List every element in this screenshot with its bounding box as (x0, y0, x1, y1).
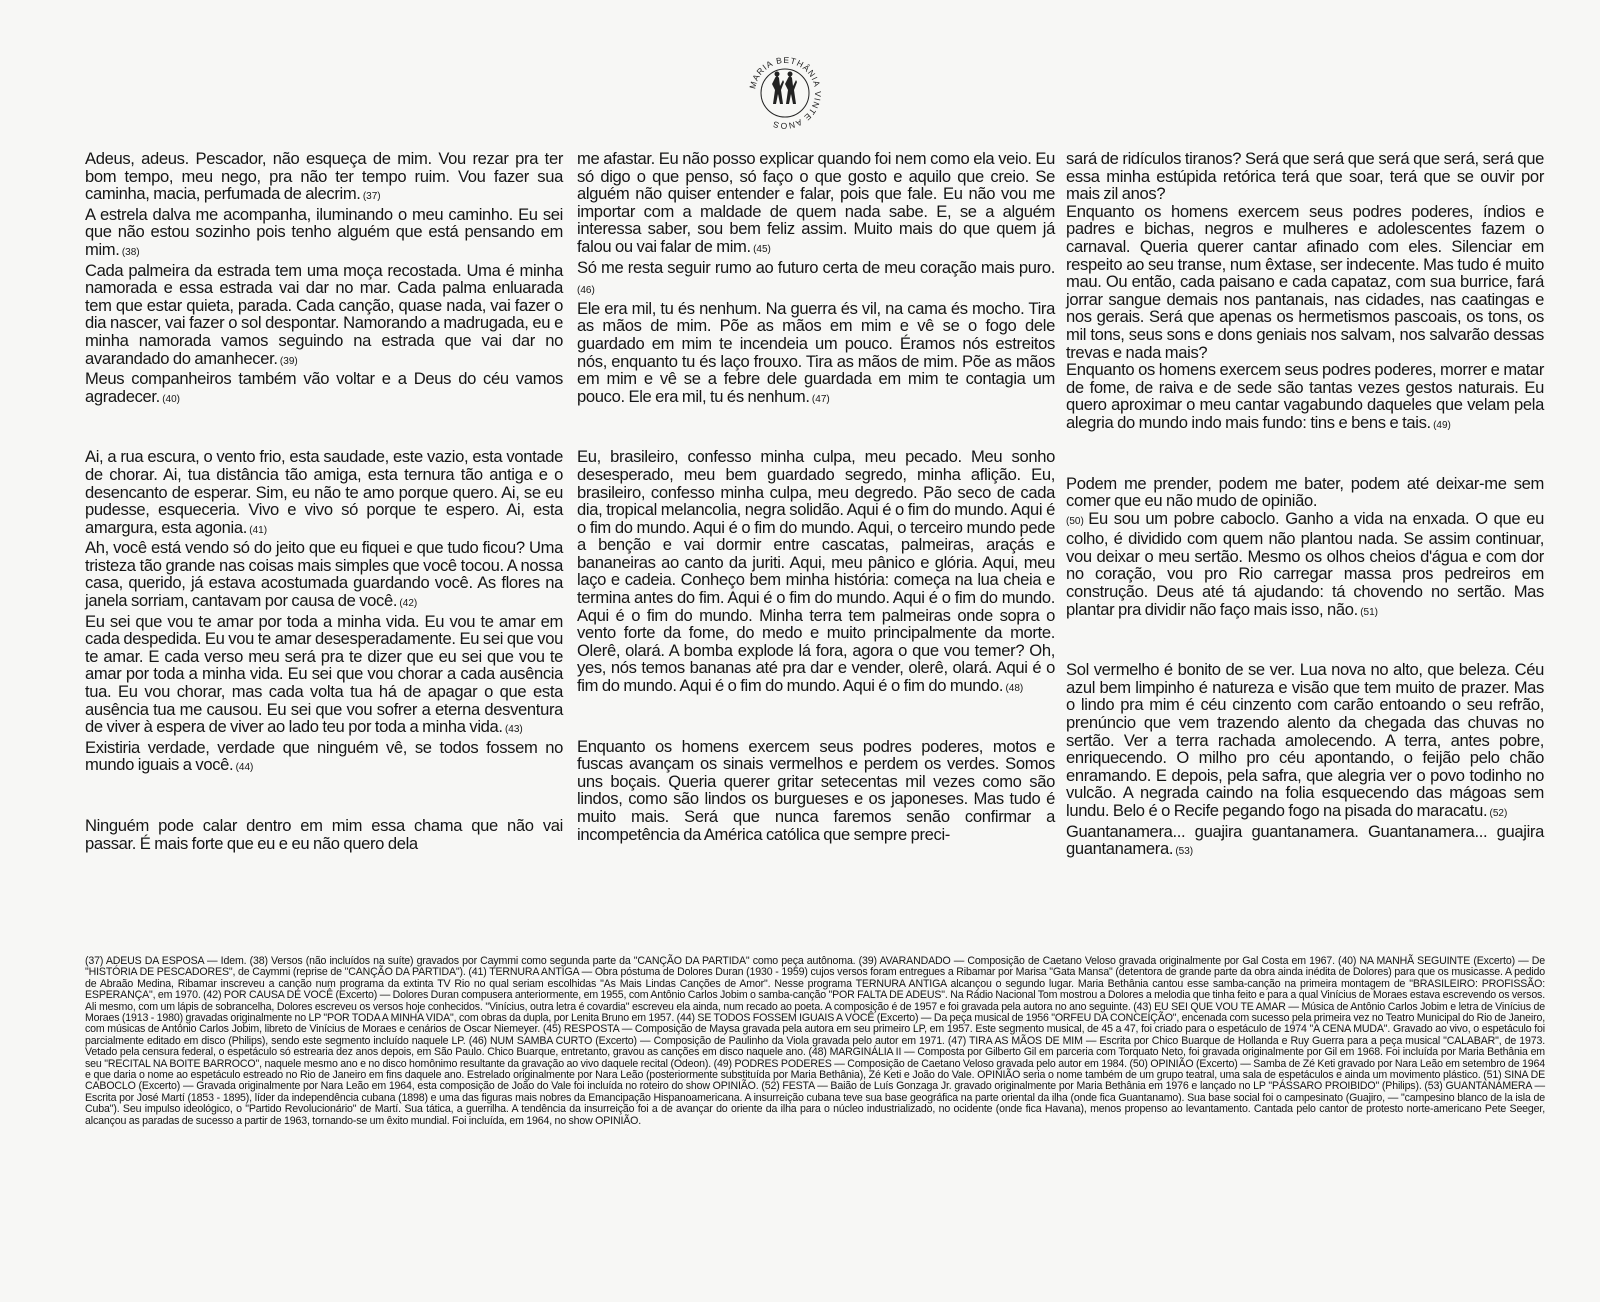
lyric-paragraph (85, 150, 563, 206)
lyric-paragraph (85, 739, 563, 777)
note-ref: (49) (1430, 419, 1451, 431)
lyric-paragraph (1066, 510, 1544, 622)
lyric-paragraph (85, 262, 563, 371)
lyric-paragraph (1066, 361, 1544, 434)
lyric-paragraph (1066, 150, 1544, 203)
note-ref: (53) (1173, 846, 1194, 858)
stanza-gap (1066, 621, 1544, 661)
note-ref: (41) (246, 524, 268, 536)
note-ref: (37) (360, 191, 381, 203)
lyric-text: Enquanto os homens exercem seus podres poderes, índios e padres e bichas, negros e mulheres e adolescentes fazem o carnaval. Queria querer cantar afinado com eles. Silenciar em respeito ao seu transe, num êxtase, ser indecente. Mas tudo é muito mau. Ou então, cada paisano e cada capataz, com sua burrice, fará jorrar sangue demais nos pantanais, nas cidades, nas caatingas e nos gerais. Será que apenas os hermetismos pascoais, os tons, os mil tons, seus sons e dons geniais nos salvam, nos salvarão dessas trevas e nada mais? (1066, 201, 1544, 362)
note-ref: (38) (119, 246, 140, 258)
lyric-text: Sol vermelho é bonito de se ver. Lua nova no alto, que beleza. Céu azul bem limpinho é natureza e visão que tem muito de prazer. Mas o lindo pra mim é céu cinzento com carão entoando o seu refrão, prenúncio que vem trazendo alento da chegada das chuvas no sertão. Ver a terra rachada amolecendo. A terra, antes pobre, enriquecendo. O milho pro céu apontando, o feijão pelo chão enramando. E depois, pela safra, que alegria ver o povo todinho no vulcão. A negrada caindo na folia esquecendo das mágoas sem lundu. Belo é o Recife pegando fogo na pisada do maracatu. (1066, 660, 1544, 820)
lyric-text: Enquanto os homens exercem seus podres poderes, motos e fuscas avançam os sinais vermelhos e perdem os verdes. Somos uns boçais. Queria querer gritar setecentas mil vezes como são lindos, como são lindos os burgueses e os japoneses. Mas tudo é muito mais. Será que nunca faremos senão confirmar a incompetência da América católica que sempre preci- (577, 736, 1055, 844)
lyric-paragraph (85, 613, 563, 739)
note-ref: (52) (1487, 808, 1508, 819)
svg-text:MARIA BETHÂNIA VINTE ANOS: MARIA BETHÂNIA VINTE ANOS (747, 54, 824, 132)
note-ref: (47) (809, 393, 830, 405)
note-ref: (46) (577, 285, 595, 297)
lyric-text: me afastar. Eu não posso explicar quando foi nem como ela veio. Eu só digo o que penso, só faço o que gosto e aquilo que creio. Se alguém não quiser entender e falar, pois que fale. Eu não vou me importar com a maldade de quem nada sabe. E, se a alguém interessa saber, sou bem feliz assim. Muito mais do que quem já falou ou vai falar de mim. (577, 149, 1055, 256)
lyric-paragraph (1066, 475, 1544, 510)
lyric-text: Meus companheiros também vão voltar e a Deus do céu vamos agradecer. (85, 369, 563, 406)
lyric-paragraph (577, 300, 1055, 409)
lyric-text: Só me resta seguir rumo ao futuro certa de meu coração mais puro. (577, 257, 1055, 277)
note-ref: (43) (502, 724, 523, 736)
text-column-1 (85, 150, 563, 852)
lyric-text: Eu, brasileiro, confesso minha culpa, meu pecado. Meu sonho desesperado, meu bem guardado segredo, minha aflição. Eu, brasileiro, confesso minha culpa, meu degredo. Pão seco de cada dia, tropical melancolia, negra solidão. Aqui é o fim do mundo. Aqui é o fim do mundo. Aqui é o fim do mundo. Aqui, o terceiro mundo pede a benção e vai dormir entre cascatas, palmeiras, araçás e bananeiras ao canto da juriti. Aqui, meu pânico e glória. Aqui, meu laço e cadeia. Conheço bem minha história: começa na lua cheia e termina antes do fim. Aqui é o fim do mundo. Aqui é o fim do mundo. Aqui é o fim do mundo. Minha terra tem palmeiras onde sopra o vento forte da fome, do medo e muito principalmente da morte. Olerê, olará. A bomba explode lá fora, agora o que vou temer? Oh, yes, nós temos bananas até pra dar e vender, olerê, olará. Aqui é o fim do mundo. Aqui é o fim do mundo. Aqui é o fim do mundo. (577, 447, 1055, 696)
note-ref: (40) (159, 393, 180, 405)
text-column-3 (1066, 150, 1544, 861)
stanza-gap (577, 698, 1055, 738)
lyric-text: Ai, a rua escura, o vento frio, esta saudade, este vazio, esta vontade de chorar. Ai, tua distância tão amiga, esta ternura tão antiga e o desencanto de esperar. Sim, eu não te amo porque quero. Ai, se eu pudesse, esqueceria. Vivo e vivo só porque te espero. Ai, esta amargura, esta agonia. (85, 447, 563, 537)
lyric-paragraph (577, 738, 1055, 844)
lyric-paragraph (85, 817, 563, 852)
note-ref: (42) (397, 598, 418, 610)
lyric-text: Cada palmeira da estrada tem uma moça recostada. Uma é minha namorada e essa estrada vai dar no mar. Cada palma enluarada tem que estar quieta, parada. Cada canção, quase nada, vai fazer o dia nascer, vai fazer o sol despontar. Namorando a madrugada, eu e minha namorada vamos seguindo na estrada que vai dar no avarandado do amanhecer. (85, 260, 563, 368)
note-ref: (44) (233, 762, 254, 774)
stanza-gap (85, 408, 563, 448)
lyric-text: A estrela dalva me acompanha, iluminando o meu caminho. Eu sei que não estou sozinho pois tenho alguém que está pensando em mim. (85, 204, 563, 259)
note-ref: (48) (1003, 683, 1024, 695)
note-ref: (50) (1066, 515, 1089, 527)
lyric-paragraph (1066, 661, 1544, 822)
lyric-text: Existiria verdade, verdade que ninguém vê, se todos fossem no mundo iguais a você. (85, 737, 563, 775)
lyric-paragraph (85, 370, 563, 408)
lyric-text: sará de ridículos tiranos? Será que será que será que será, será que essa minha estúpida retórica terá que soar, terá que se ouvir por mais zil anos? (1066, 149, 1544, 204)
footnotes: (37) ADEUS DA ESPOSA — Idem. (38) Versos (não incluídos na suíte) gravados por Caymmi como segunda parte da "CANÇÃO DA PARTIDA" como peça autônoma. (39) AVARANDADO — Composição de Caetano Veloso gravada originalmente por Gal Costa em 1967. (40) NA MANHÃ SEGUINTE (Excerto) — De "HISTÓRIA DE PESCADORES", de Caymmi (reprise de "CANÇÃO DA PARTIDA"). (41) TERNURA ANTIGA — Obra póstuma de Dolores Duran (1930 - 1959) cujos versos foram entregues a Ribamar por Marisa "Gata Mansa" (detentora de grande parte da obra ainda inédita de Dolores) para que os musicasse. A pedido de Abraão Medina, Ribamar inscreveu a canção num programa da extinta TV Rio no qual seriam escolhidas "As Mais Lindas Canções de Amor". Nesse programa TERNURA ANTIGA alcançou o segundo lugar. Maria Bethânia cantou esse samba-canção na primeira montagem de "BRASILEIRO: PROFISSÃO: ESPERANÇA", em 1970. (42) POR CAUSA DE VOCÊ (Excerto) — Dolores Duran compusera anteriormente, em 1955, com Antônio Carlos Jobim o samba-canção "POR FALTA DE ADEUS". Na Rádio Nacional Tom mostrou a Dolores a melodia que tinha feito e para a qual Vinícius de Moraes estava escrevendo os versos. Ali mesmo, com um lápis de sobrancelha, Dolores escreveu os versos hoje conhecidos. "Vinícius, outra letra é covardia" escreveu ela ainda, num recado ao poeta. A composição é de 1957 e foi gravada pela autora no ano seguinte. (43) EU SEI QUE VOU TE AMAR — Música de Antônio Carlos Jobim e letra de Vinícius de Moraes (1913 - 1980) gravadas originalmente no LP "POR TODA A MINHA VIDA", com obras da dupla, por Lenita Bruno em 1957. (44) SE TODOS FOSSEM IGUAIS A VOCÊ (Excerto) — Da peça musical de 1956 "ORFEU DA CONCEIÇÃO", encenada com sucesso pela primeira vez no Teatro Municipal do Rio de Janeiro, com músicas de Antônio Carlos Jobim, libreto de Vinícius de Moraes e cenários de Oscar Niemeyer. (45) RESPOSTA — Composição de Maysa gravada pela autora em seu primeiro LP, em 1957. Este segmento musical, de 45 a 47, foi criado para o espetáculo de 1974 "A CENA MUDA". Gravado ao vivo, o espetáculo foi parcialmente editado em disco (Philips), sendo este segmento incluído naquele LP. (46) NUM SAMBA CURTO (Excerto) — Composição de Paulinho da Viola gravada pelo autor em 1971. (47) TIRA AS MÃOS DE MIM — Escrita por Chico Buarque de Hollanda e Ruy Guerra para a peça musical "CALABAR", de 1973. Vetado pela censura federal, o espetáculo só estrearia dez anos depois, em São Paulo. Chico Buarque, entretanto, gravou as canções em disco naquele ano. (48) MARGINÁLIA II — Composta por Gilberto Gil em parceria com Torquato Neto, foi gravada originalmente por Gil em 1968. Foi incluída por Maria Bethânia em seu "RECITAL NA BOITE BARROCO", naquele mesmo ano e no disco homônimo resultante da gravação ao vivo daquele recital (Odeon). (49) PODRES PODERES — Composição de Caetano Veloso gravada pelo autor em 1984. (50) OPINIÃO (Excerto) — Samba de Zé Keti gravado por Nara Leão em setembro de 1964 e que daria o nome ao espetáculo estreado no Rio de Janeiro em fins daquele ano. Estrelado originalmente por Nara Leão (posteriormente substituída por Maria Bethânia), Zé Keti e João do Vale. OPINIÃO seria o nome também de um grupo teatral, uma sala de espetáculos e ainda um movimento plástico. (51) SINA DE CABOCLO (Excerto) — Gravada originalmente por Nara Leão em 1964, esta composição de João do Vale foi incluída no roteiro do show OPINIÃO. (52) FESTA — Baião de Luís Gonzaga Jr. gravado originalmente por Maria Bethânia em 1976 e lançado no LP "PÁSSARO PROIBIDO" (Philips). (53) GUANTANAMERA — Escrita por José Martí (1853 - 1895), líder da independência cubana (1898) e uma das figuras mais nobres da Emancipação Hispanoamericana. A insurreição cubana teve sua base geográfica na parte oriental da ilha (onde fica Guantanamo). Sua base social foi o campesinato (Guajiro, — "campesino blanco de la isla de Cuba"). Seu impulso ideológico, o "Partido Revolucionário" de Martí. Sua tática, a guerrilha. A tendência da insurreição foi a de avançar do oriente da ilha para o núcleo industrializado, no ocidente (onde fica Havana), menos propenso ao levantamento. Cantada pelo cantor de protesto norte-americano Pete Seeger, alcançou as paradas de sucesso a partir de 1963, tornando-se um êxito mundial. Foi incluída, em 1964, no show OPINIÃO. (85, 955, 1545, 1127)
lyric-text: Eu sou um pobre caboclo. Ganho a vida na enxada. O que eu colho, é dividido com quem não plantou nada. Se assim continuar, vou deixar o meu sertão. Mesmo os olhos cheios d'água e com dor no coração, vou pro Rio carregar massa pros pedreiros em construção. Deus até tá ajudando: tá chovendo no sertão. Mas plantar pra dividir não faço mais isso, não. (1066, 508, 1544, 619)
stanza-gap (1066, 435, 1544, 475)
lyric-paragraph (1066, 823, 1544, 861)
seal-logo (742, 50, 828, 136)
stanza-gap (577, 408, 1055, 448)
lyric-text: Enquanto os homens exercem seus podres poderes, morrer e matar de fome, de raiva e de sede são tantas vezes gestos naturais. Eu quero aproximar o meu cantar vagabundo daqueles que velam pela alegria do mundo indo mais fundo: tins e bens e tais. (1066, 360, 1544, 432)
lyric-paragraph (577, 448, 1055, 697)
lyric-paragraph (85, 539, 563, 612)
note-ref: (45) (750, 243, 771, 255)
lyric-text: Ah, você está vendo só do jeito que eu fiquei e que tudo ficou? Uma tristeza tão grande nas coisas mais simples que você tocou. A nossa casa, querido, já estava acostumada guardando você. As flores na janela sorriam, cantavam por causa de você. (85, 538, 563, 611)
lyric-paragraph (85, 448, 563, 539)
lyric-paragraph (577, 150, 1055, 259)
note-ref: (39) (277, 355, 298, 367)
stanza-gap (85, 777, 563, 817)
lyric-text: Guantanamera... guajira guantanamera. Guantanamera... guajira guantanamera. (1066, 821, 1544, 859)
lyric-text: Podem me prender, podem me bater, podem até deixar-me sem comer que eu não mudo de opinião. (1066, 473, 1544, 511)
lyric-paragraph (577, 259, 1055, 300)
lyric-text: Ninguém pode calar dentro em mim essa chama que não vai passar. É mais forte que eu e eu não quero dela (85, 816, 563, 853)
figures-seal-icon (772, 72, 797, 105)
text-column-2 (577, 150, 1055, 843)
lyric-text: Eu sei que vou te amar por toda a minha vida. Eu vou te amar em cada despedida. Eu vou te amar desesperadamente. Eu sei que vou te amar. E cada verso meu será pra te dizer que eu sei que vou te amar por toda a minha vida. Eu sei que vou chorar a cada ausência tua. Eu vou chorar, mas cada volta tua há de apagar o que esta ausência tua me causou. Eu sei que vou sofrer a eterna desventura de viver à espera de viver ao lado teu por toda a minha vida. (85, 611, 563, 737)
lyric-paragraph (85, 206, 563, 262)
lyric-text: Ele era mil, tu és nenhum. Na guerra és vil, na cama és mocho. Tira as mãos de mim. Põe as mãos em mim e vê se o fogo dele guardado em mim te incendeia um pouco. Éramos nós estreitos nós, enquanto tu és laço frouxo. Tira as mãos de mim. Põe as mãos em mim e vê se a febre dele guardada em mim te contagia um pouco. Ele era mil, tu és nenhum. (577, 298, 1055, 406)
lyric-text: Adeus, adeus. Pescador, não esqueça de mim. Vou rezar pra ter bom tempo, meu nego, pra não ter tempo ruim. Vou fazer sua caminha, macia, perfumada de alecrim. (85, 149, 563, 204)
note-ref: (51) (1357, 606, 1378, 618)
lyric-paragraph (1066, 203, 1544, 361)
